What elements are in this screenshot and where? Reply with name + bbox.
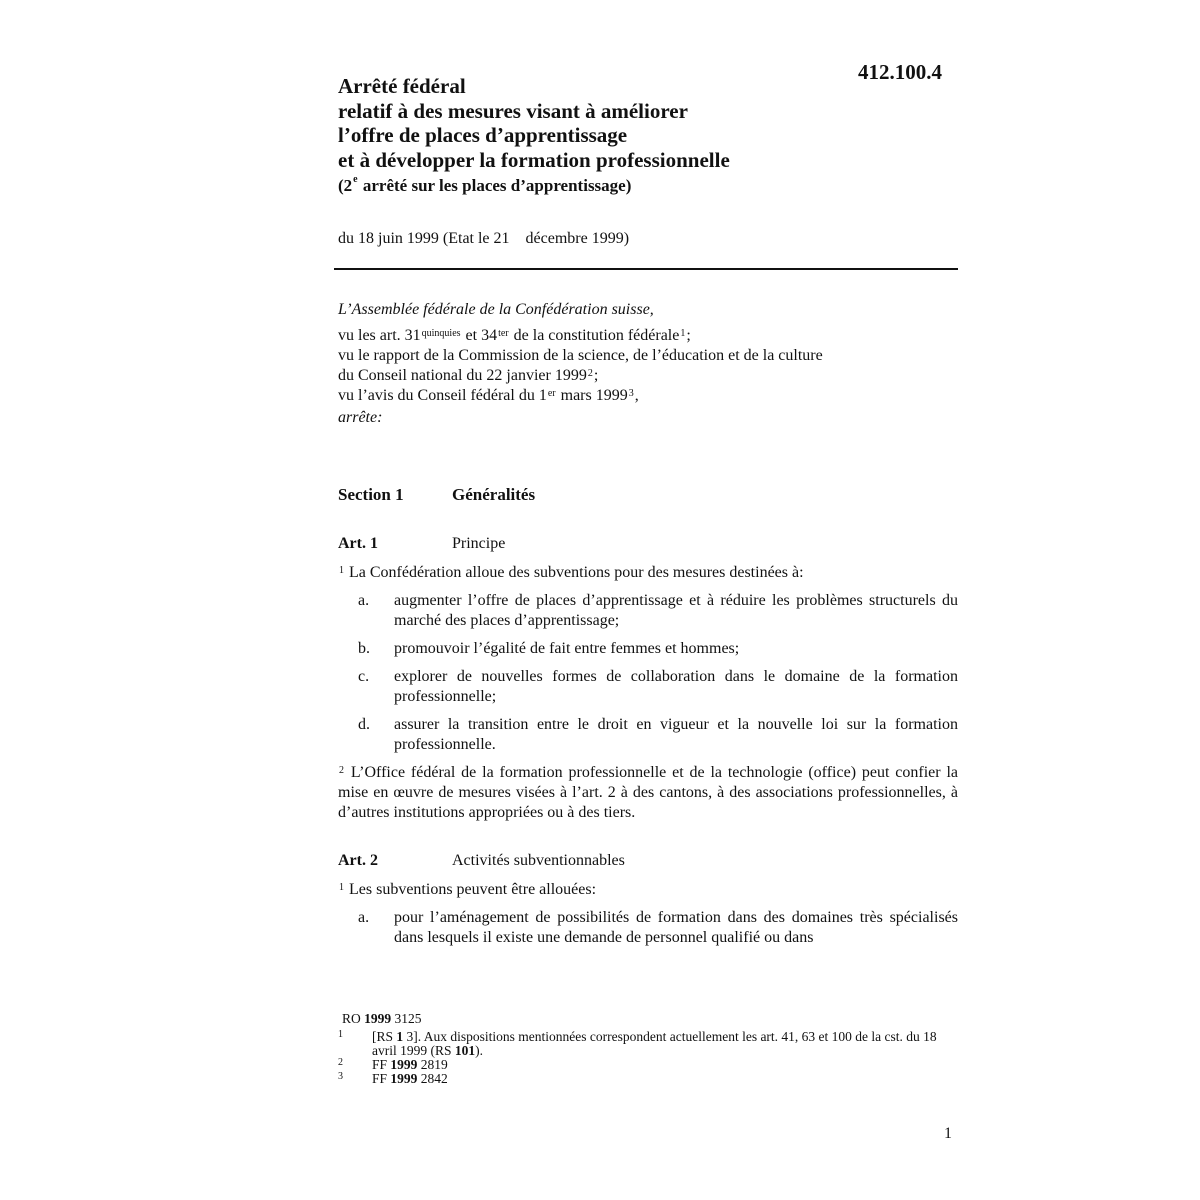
section-title: Généralités: [452, 485, 536, 504]
paragraph: [338, 563, 958, 583]
text: de la constitution fédérale: [509, 327, 680, 344]
paragraph-text: La Confédération alloue des subventions pour des mesures destinées à:: [345, 564, 804, 581]
paragraph-text: Les subventions peuvent être allouées:: [345, 881, 597, 898]
footnote-text: [372, 1030, 956, 1058]
footnote-number: 3: [338, 1071, 343, 1082]
footnote-number: 2: [338, 1057, 343, 1068]
text: 3125: [391, 1011, 422, 1026]
paragraph-number: 1: [339, 565, 344, 576]
text: FF: [372, 1057, 391, 1072]
footnotes: [338, 1012, 958, 1086]
article-label: Art. 2: [338, 852, 378, 869]
text: vu l’avis du Conseil fédéral du 1: [338, 387, 547, 404]
item-marker: a.: [358, 592, 370, 609]
text: RO: [342, 1011, 365, 1026]
item-marker: d.: [358, 716, 370, 733]
section-label: Section 1: [338, 485, 404, 504]
paragraph-text: L’Office fédéral de la formation professionnelle et de la technologie (office) peut confier la mise en œuvre de mesures visées à l’art. 2 à des cantons, à des associations professionnelles, à d’autres institutions appropriées ou à des tiers.: [338, 764, 958, 821]
text: 2842: [417, 1071, 448, 1086]
text: vu les art. 31: [338, 327, 421, 344]
decree-line: arrête:: [338, 409, 383, 426]
document-subtitle: [338, 176, 631, 196]
sup: quinquies: [421, 328, 461, 339]
title-line: relatif à des mesures visant à améliorer: [338, 98, 688, 123]
text: et 34: [461, 327, 498, 344]
item-text: augmenter l’offre de places d’apprentissage et à réduire les problèmes structurels du marché des places d’apprentissage;: [394, 592, 958, 629]
item-text: promouvoir l’égalité de fait entre femmes et hommes;: [394, 640, 740, 657]
item-text: pour l’aménagement de possibilités de formation dans des domaines très spécialisés dans lesquels il existe une demande de personnel qualifié ou dans: [394, 909, 958, 946]
paragraph: [338, 880, 958, 900]
preamble: [338, 300, 958, 428]
subtitle-sup: e: [353, 174, 358, 185]
text: 2819: [417, 1057, 448, 1072]
article-heading: [338, 535, 505, 553]
item-text: explorer de nouvelles formes de collaboration dans le domaine de la formation professionnelle;: [394, 668, 958, 705]
footnote-ref[interactable]: 1: [680, 328, 686, 339]
text-bold: 1999: [364, 1011, 392, 1026]
document-title: [338, 74, 858, 172]
sup: ter: [498, 328, 509, 339]
assembly-line: L’Assemblée fédérale de la Confédération suisse,: [338, 301, 654, 318]
text: ;: [593, 367, 599, 384]
text: [RS: [372, 1029, 397, 1044]
text-bold: 1999: [390, 1071, 418, 1086]
text: ;: [686, 327, 691, 344]
footnote-number: 1: [338, 1029, 343, 1040]
text-bold: 1: [396, 1029, 404, 1044]
text: ).: [475, 1043, 483, 1058]
text-bold: 1999: [390, 1057, 418, 1072]
item-marker: a.: [358, 909, 370, 926]
title-line: Arrêté fédéral: [338, 74, 466, 98]
text: ,: [634, 387, 639, 404]
document-number: 412.100.4: [858, 60, 942, 84]
text: 3]. Aux dispositions mentionnées correspondent actuellement les art. 41, 63 et 100 de la cst. du 18 avril 1999 (RS: [372, 1029, 937, 1058]
paragraph-number: 2: [339, 765, 344, 776]
title-line: l’offre de places d’apprentissage: [338, 123, 628, 147]
article-label: Art. 1: [338, 535, 378, 552]
footnote-ref[interactable]: 3: [628, 388, 634, 399]
preamble-line: [338, 366, 958, 386]
preamble-line: [338, 326, 958, 346]
text: mars 1999: [556, 387, 628, 404]
paragraph-number: 1: [339, 882, 344, 893]
sup: er: [547, 388, 556, 399]
footnote-ref[interactable]: 2: [587, 368, 593, 379]
item-text: assurer la transition entre le droit en vigueur et la nouvelle loi sur la formation professionnelle.: [394, 716, 958, 753]
text-bold: 101: [454, 1043, 476, 1058]
text: FF: [372, 1071, 391, 1086]
preamble-line: [338, 386, 958, 406]
footnote: [338, 1072, 958, 1086]
footnote: [338, 1058, 958, 1072]
footnote-text: [372, 1058, 956, 1072]
footnote-text: [372, 1072, 956, 1086]
subtitle-rest: arrêté sur les places d’apprentissage): [358, 176, 632, 195]
document-date: du 18 juin 1999 (Etat le 21 décembre 1999): [338, 230, 630, 247]
header-divider: [334, 268, 958, 270]
subtitle-open: (2: [338, 176, 353, 195]
publication-reference: [342, 1012, 958, 1026]
footnote: [338, 1030, 958, 1058]
article-title: Activités subventionnables: [452, 852, 625, 869]
page-number: 1: [944, 1125, 952, 1142]
article-title: Principe: [452, 535, 506, 552]
text: du Conseil national du 22 janvier 1999: [338, 367, 587, 384]
article-heading: [338, 852, 625, 870]
item-marker: b.: [358, 640, 370, 657]
item-marker: c.: [358, 668, 370, 685]
paragraph: [338, 763, 958, 823]
section-heading: [338, 485, 535, 505]
title-line: et à développer la formation professionnelle: [338, 147, 730, 172]
preamble-line: vu le rapport de la Commission de la science, de l’éducation et de la culture: [338, 347, 823, 364]
